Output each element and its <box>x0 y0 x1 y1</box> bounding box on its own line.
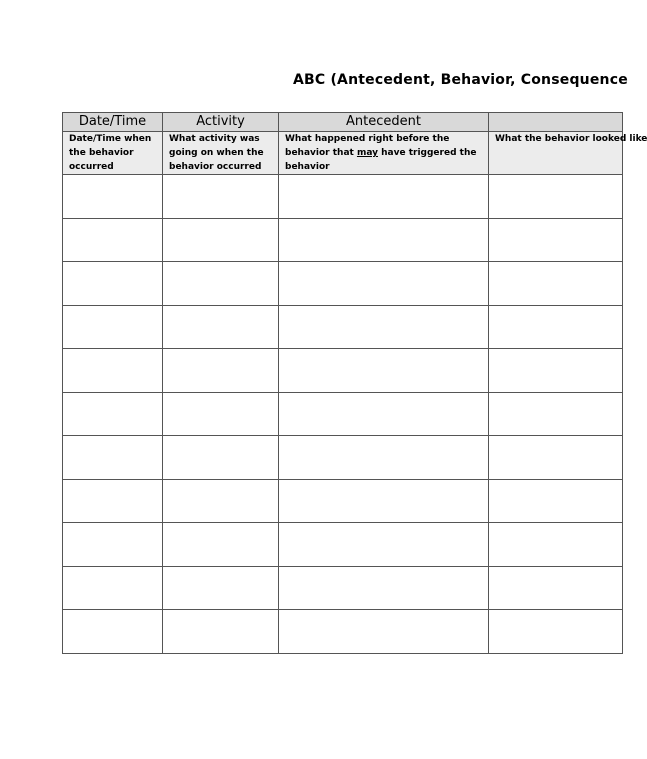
date-time-cell[interactable] <box>63 175 163 219</box>
table-row <box>63 523 623 567</box>
behavior-cell[interactable] <box>489 218 623 262</box>
desc-line: behavior occurred <box>169 162 262 172</box>
header-activity: Activity <box>163 113 279 132</box>
desc-line: What the behavior looked like <box>495 134 647 144</box>
date-time-cell[interactable] <box>63 479 163 523</box>
abc-data-table <box>62 112 647 654</box>
table-row <box>63 218 623 262</box>
date-time-cell[interactable] <box>63 523 163 567</box>
header-behavior <box>489 113 623 132</box>
table-row <box>63 392 623 436</box>
desc-underlined-word: may <box>356 148 378 158</box>
desc-line-with-underline <box>285 146 484 160</box>
header-date-time: Date/Time <box>63 113 163 132</box>
table-row <box>63 305 623 349</box>
activity-cell[interactable] <box>163 610 279 654</box>
date-time-cell[interactable] <box>63 262 163 306</box>
date-time-cell[interactable] <box>63 392 163 436</box>
date-time-cell[interactable] <box>63 566 163 610</box>
activity-cell[interactable] <box>163 436 279 480</box>
table-row <box>63 262 623 306</box>
behavior-cell[interactable] <box>489 523 623 567</box>
desc-fragment: have triggered the <box>378 148 477 158</box>
antecedent-cell[interactable] <box>279 392 489 436</box>
activity-cell[interactable] <box>163 218 279 262</box>
antecedent-cell[interactable] <box>279 610 489 654</box>
desc-behavior <box>489 132 647 175</box>
activity-cell[interactable] <box>163 392 279 436</box>
antecedent-cell[interactable] <box>279 523 489 567</box>
desc-line: What happened right before the <box>285 134 450 144</box>
desc-fragment: behavior that <box>285 148 357 158</box>
desc-line: behavior <box>285 162 330 172</box>
activity-cell[interactable] <box>163 305 279 349</box>
antecedent-cell[interactable] <box>279 479 489 523</box>
activity-cell[interactable] <box>163 479 279 523</box>
activity-cell[interactable] <box>163 262 279 306</box>
behavior-cell[interactable] <box>489 349 623 393</box>
desc-line: going on when the <box>169 148 264 158</box>
desc-date-time <box>63 132 163 175</box>
activity-cell[interactable] <box>163 349 279 393</box>
date-time-cell[interactable] <box>63 349 163 393</box>
antecedent-cell[interactable] <box>279 349 489 393</box>
behavior-cell[interactable] <box>489 175 623 219</box>
behavior-cell[interactable] <box>489 392 623 436</box>
date-time-cell[interactable] <box>63 436 163 480</box>
desc-activity <box>163 132 279 175</box>
desc-line: What activity was <box>169 134 260 144</box>
antecedent-cell[interactable] <box>279 305 489 349</box>
page-title: ABC (Antecedent, Behavior, Consequence <box>293 72 628 88</box>
behavior-cell[interactable] <box>489 262 623 306</box>
table-row <box>63 175 623 219</box>
desc-line: occurred <box>69 162 114 172</box>
table-row <box>63 566 623 610</box>
behavior-cell[interactable] <box>489 305 623 349</box>
behavior-cell[interactable] <box>489 610 623 654</box>
desc-line: the behavior <box>69 148 134 158</box>
date-time-cell[interactable] <box>63 610 163 654</box>
activity-cell[interactable] <box>163 523 279 567</box>
activity-cell[interactable] <box>163 566 279 610</box>
date-time-cell[interactable] <box>63 218 163 262</box>
antecedent-cell[interactable] <box>279 262 489 306</box>
desc-antecedent <box>279 132 489 175</box>
behavior-cell[interactable] <box>489 436 623 480</box>
table-row <box>63 610 623 654</box>
behavior-cell[interactable] <box>489 566 623 610</box>
antecedent-cell[interactable] <box>279 566 489 610</box>
antecedent-cell[interactable] <box>279 218 489 262</box>
header-antecedent: Antecedent <box>279 113 489 132</box>
behavior-cell[interactable] <box>489 479 623 523</box>
header-row <box>63 113 623 132</box>
antecedent-cell[interactable] <box>279 175 489 219</box>
table-row <box>63 349 623 393</box>
antecedent-cell[interactable] <box>279 436 489 480</box>
table-row <box>63 479 623 523</box>
table-row <box>63 436 623 480</box>
desc-line: Date/Time when <box>69 134 152 144</box>
description-row <box>63 132 623 175</box>
date-time-cell[interactable] <box>63 305 163 349</box>
activity-cell[interactable] <box>163 175 279 219</box>
